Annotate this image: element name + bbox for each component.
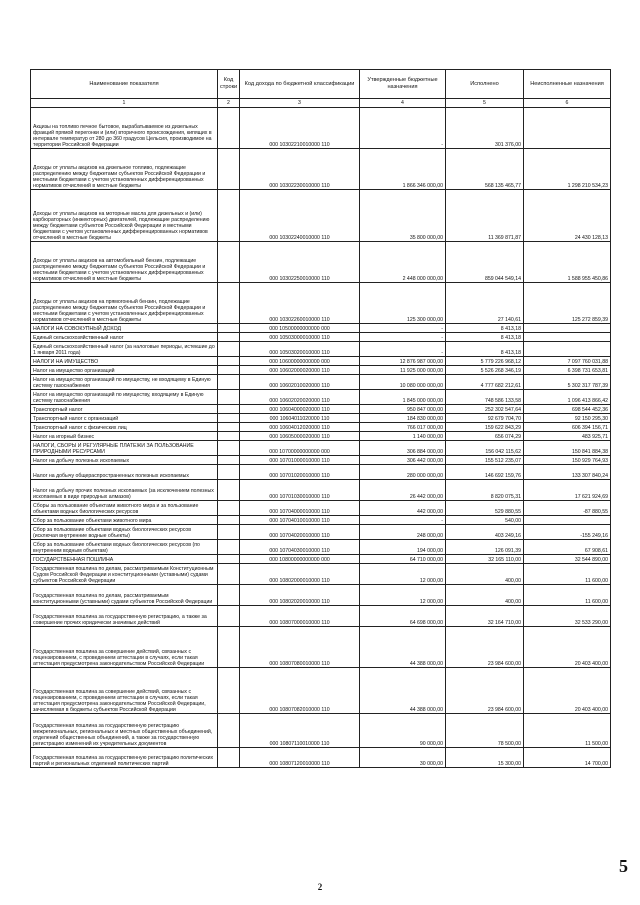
row-line-code (218, 405, 240, 414)
row-name: ГОСУДАРСТВЕННАЯ ПОШЛИНА (31, 555, 218, 564)
table-row (31, 414, 611, 423)
row-unexecuted: 11 600,00 (524, 564, 611, 585)
row-line-code (218, 564, 240, 585)
table-row (31, 627, 611, 668)
column-number-row (31, 99, 611, 108)
row-name: Государственная пошлина по делам, рассматриваемым конституционными (уставными) судами субъектов Российской Федерации (31, 585, 218, 606)
table-row (31, 441, 611, 456)
table-row (31, 540, 611, 555)
row-revenue-code: 000 10302230010000 110 (240, 149, 360, 190)
row-unexecuted (524, 333, 611, 342)
column-number: 3 (240, 99, 360, 108)
row-line-code (218, 465, 240, 480)
row-unexecuted: 6 398 731 653,81 (524, 366, 611, 375)
table-row (31, 190, 611, 242)
row-revenue-code: 000 10701000010000 110 (240, 456, 360, 465)
row-name: Налог на добычу общераспространенных полезных ископаемых (31, 465, 218, 480)
row-approved: 194 000,00 (360, 540, 446, 555)
table-row (31, 555, 611, 564)
row-name: Налог на игорный бизнес (31, 432, 218, 441)
row-approved: 306 442 000,00 (360, 456, 446, 465)
row-name: Транспортный налог с организаций (31, 414, 218, 423)
row-approved: - (360, 108, 446, 149)
header-revenue-code: Код дохода по бюджетной классификации (240, 70, 360, 99)
budget-execution-sheet (30, 69, 610, 768)
row-unexecuted: 11 600,00 (524, 585, 611, 606)
row-unexecuted: 14 700,00 (524, 748, 611, 768)
column-number: 4 (360, 99, 446, 108)
row-line-code (218, 366, 240, 375)
row-name: Государственная пошлина за совершение действий, связанных с лицензированием, с проведением аттестации в случаях, если такая аттестация предусмотрена законодательством Российской Федерации (31, 627, 218, 668)
row-revenue-code: 000 10807110010000 110 (240, 714, 360, 748)
row-line-code (218, 149, 240, 190)
row-revenue-code: 000 10704020010000 110 (240, 525, 360, 540)
revenue-table (30, 69, 611, 768)
row-unexecuted (524, 342, 611, 357)
row-line-code (218, 480, 240, 501)
row-executed: 568 135 465,77 (446, 149, 524, 190)
row-revenue-code: 000 10503000010000 110 (240, 333, 360, 342)
row-unexecuted: 11 500,00 (524, 714, 611, 748)
row-executed: 859 044 549,14 (446, 242, 524, 283)
row-executed: 5 526 268 346,19 (446, 366, 524, 375)
table-row (31, 242, 611, 283)
row-revenue-code: 000 10800000000000 000 (240, 555, 360, 564)
row-name: Государственная пошлина за государственную регистрацию политических партий и региональных отделений политических партий (31, 748, 218, 768)
row-name: Сбор за пользование объектами водных биологических ресурсов (исключая внутренние водные объекты) (31, 525, 218, 540)
row-name: Доходы от уплаты акцизов на прямогонный бензин, подлежащие распределению между бюджетами субъектов Российской Федерации и местными бюджетами с учетом установленных дифференцированных нормативов отчислений в местные бюджеты (31, 283, 218, 324)
row-line-code (218, 441, 240, 456)
row-unexecuted: 17 621 924,69 (524, 480, 611, 501)
header-executed: Исполнено (446, 70, 524, 99)
row-revenue-code: 000 10701020010000 110 (240, 465, 360, 480)
row-revenue-code: 000 10802020010000 110 (240, 585, 360, 606)
row-line-code (218, 748, 240, 768)
table-row (31, 465, 611, 480)
row-approved: - (360, 324, 446, 333)
row-line-code (218, 668, 240, 714)
row-revenue-code: 000 10700000000000 000 (240, 441, 360, 456)
row-approved: 950 847 000,00 (360, 405, 446, 414)
row-unexecuted: 32 544 890,00 (524, 555, 611, 564)
table-row (31, 375, 611, 390)
row-approved: - (360, 516, 446, 525)
row-unexecuted: 1 298 210 534,23 (524, 149, 611, 190)
row-unexecuted: 150 841 884,38 (524, 441, 611, 456)
row-revenue-code: 000 10704030010000 110 (240, 540, 360, 555)
row-approved: 2 448 000 000,00 (360, 242, 446, 283)
table-row (31, 390, 611, 405)
row-approved: 90 000,00 (360, 714, 446, 748)
row-executed: 301 376,00 (446, 108, 524, 149)
row-revenue-code: 000 10604012020000 110 (240, 423, 360, 432)
row-line-code (218, 540, 240, 555)
row-approved: 30 000,00 (360, 748, 446, 768)
row-executed: 32 165 110,00 (446, 555, 524, 564)
row-unexecuted (524, 324, 611, 333)
row-line-code (218, 585, 240, 606)
row-executed: 400,00 (446, 585, 524, 606)
table-row (31, 456, 611, 465)
row-name: Доходы от уплаты акцизов на дизельное топливо, подлежащие распределению между бюджетами субъектов Российской Федерации и местными бюджетами с учетом установленных дифференцированных нормативов отчислений в местные бюджеты (31, 149, 218, 190)
row-line-code (218, 414, 240, 423)
row-name: Доходы от уплаты акцизов на автомобильный бензин, подлежащие распределению между бюджетами субъектов Российской Федерации и местными бюджетами с учетом установленных дифференцированных нормативов отчислений в местные бюджеты (31, 242, 218, 283)
row-unexecuted: 5 302 317 787,39 (524, 375, 611, 390)
row-revenue-code: 000 10807082010000 110 (240, 668, 360, 714)
table-row (31, 333, 611, 342)
header-unexecuted: Неисполненные назначения (524, 70, 611, 99)
row-approved: 64 710 000,00 (360, 555, 446, 564)
row-unexecuted: 24 430 128,13 (524, 190, 611, 242)
row-name: Доходы от уплаты акцизов на моторные масла для дизельных и (или) карбюраторных (инжекторных) двигателей, подлежащие распределению между бюджетами субъектов Российской Федерации и местными бюджетами с учетом установленных дифференцированных нормативов отчислений в местные бюджеты (31, 190, 218, 242)
row-line-code (218, 342, 240, 357)
row-approved: 35 800 000,00 (360, 190, 446, 242)
table-row (31, 748, 611, 768)
table-row (31, 585, 611, 606)
column-number: 6 (524, 99, 611, 108)
table-row (31, 516, 611, 525)
row-executed: 540,00 (446, 516, 524, 525)
row-executed: 92 679 704,70 (446, 414, 524, 423)
row-revenue-code: 000 10600000000000 000 (240, 357, 360, 366)
row-revenue-code: 000 10302240010000 110 (240, 190, 360, 242)
row-executed: 252 302 547,64 (446, 405, 524, 414)
row-line-code (218, 108, 240, 149)
row-name: Государственная пошлина по делам, рассматриваемым Конституционным Судом Российской Федерации и конституционными (уставными) судами субъектов Российской Федерации (31, 564, 218, 585)
row-approved: - (360, 342, 446, 357)
row-unexecuted (524, 108, 611, 149)
table-row (31, 606, 611, 627)
column-number: 2 (218, 99, 240, 108)
row-approved: 26 442 000,00 (360, 480, 446, 501)
row-name: Единый сельскохозяйственный налог (31, 333, 218, 342)
row-line-code (218, 324, 240, 333)
row-unexecuted: 20 403 400,00 (524, 627, 611, 668)
row-name: Государственная пошлина за государственную регистрацию межрегиональных, региональных и местных общественных объединений, отделений общественных объединений, а также за государственную регистрацию изменений их учредительных документов (31, 714, 218, 748)
row-approved: 306 884 000,00 (360, 441, 446, 456)
row-name: НАЛОГИ НА СОВОКУПНЫЙ ДОХОД (31, 324, 218, 333)
row-unexecuted: 606 394 156,71 (524, 423, 611, 432)
row-unexecuted: 7 097 760 031,88 (524, 357, 611, 366)
table-row (31, 366, 611, 375)
header-name: Наименование показателя (31, 70, 218, 99)
row-approved: 280 000 000,00 (360, 465, 446, 480)
row-unexecuted: 32 533 290,00 (524, 606, 611, 627)
row-approved: 248 000,00 (360, 525, 446, 540)
row-approved: 64 698 000,00 (360, 606, 446, 627)
row-name: Налог на добычу прочих полезных ископаемых (за исключением полезных ископаемых в виде природных алмазов) (31, 480, 218, 501)
row-unexecuted: 698 544 452,36 (524, 405, 611, 414)
row-approved: 10 080 000 000,00 (360, 375, 446, 390)
table-row (31, 342, 611, 357)
table-row (31, 480, 611, 501)
row-executed: 23 984 600,00 (446, 668, 524, 714)
row-executed: 656 074,29 (446, 432, 524, 441)
row-revenue-code: 000 10602010020000 110 (240, 375, 360, 390)
row-approved: 184 830 000,00 (360, 414, 446, 423)
table-row (31, 564, 611, 585)
header-approved: Утвержденные бюджетные назначения (360, 70, 446, 99)
row-approved: 442 000,00 (360, 501, 446, 516)
row-line-code (218, 390, 240, 405)
row-line-code (218, 525, 240, 540)
row-unexecuted: 92 150 295,30 (524, 414, 611, 423)
table-row (31, 324, 611, 333)
row-name: НАЛОГИ, СБОРЫ И РЕГУЛЯРНЫЕ ПЛАТЕЖИ ЗА ПОЛЬЗОВАНИЕ ПРИРОДНЫМИ РЕСУРСАМИ (31, 441, 218, 456)
row-revenue-code: 000 10605000020000 110 (240, 432, 360, 441)
row-executed: 4 777 682 212,61 (446, 375, 524, 390)
row-line-code (218, 606, 240, 627)
row-revenue-code: 000 10704000010000 110 (240, 501, 360, 516)
row-line-code (218, 190, 240, 242)
row-name: Налог на имущество организаций (31, 366, 218, 375)
row-unexecuted: 1 096 413 866,42 (524, 390, 611, 405)
row-revenue-code: 000 10807120010000 110 (240, 748, 360, 768)
row-name: Акцизы на топливо печное бытовое, вырабатываемое из дизельных фракций прямой перегонки и (или) вторичного происхождения, кипящих в интервале температур от 280 до 360 градусов Цельсия, производимое на территории Российской Федерации (31, 108, 218, 149)
row-name: Государственная пошлина за государственную регистрацию, а также за совершение прочих юридически значимых действий (31, 606, 218, 627)
table-row (31, 405, 611, 414)
row-approved: 44 388 000,00 (360, 668, 446, 714)
row-approved: 12 000,00 (360, 564, 446, 585)
row-executed: 8 413,18 (446, 333, 524, 342)
table-row (31, 714, 611, 748)
row-line-code (218, 375, 240, 390)
row-name: Налог на добычу полезных ископаемых (31, 456, 218, 465)
row-executed: 15 300,00 (446, 748, 524, 768)
row-approved: 44 388 000,00 (360, 627, 446, 668)
row-executed: 159 622 843,29 (446, 423, 524, 432)
row-unexecuted: 133 307 840,24 (524, 465, 611, 480)
row-unexecuted: -87 880,55 (524, 501, 611, 516)
row-revenue-code: 000 10503020010000 110 (240, 342, 360, 357)
row-line-code (218, 357, 240, 366)
row-revenue-code: 000 10302260010000 110 (240, 283, 360, 324)
row-name: Транспортный налог (31, 405, 218, 414)
row-unexecuted (524, 516, 611, 525)
row-line-code (218, 456, 240, 465)
row-approved: 125 300 000,00 (360, 283, 446, 324)
row-name: НАЛОГИ НА ИМУЩЕСТВО (31, 357, 218, 366)
row-line-code (218, 333, 240, 342)
table-row (31, 108, 611, 149)
table-row (31, 525, 611, 540)
row-unexecuted: 125 272 859,39 (524, 283, 611, 324)
row-executed: 23 984 600,00 (446, 627, 524, 668)
row-unexecuted: 67 908,61 (524, 540, 611, 555)
row-approved: 12 876 987 000,00 (360, 357, 446, 366)
row-executed: 156 042 115,62 (446, 441, 524, 456)
table-row (31, 357, 611, 366)
row-revenue-code: 000 10302250010000 110 (240, 242, 360, 283)
row-line-code (218, 714, 240, 748)
row-executed: 400,00 (446, 564, 524, 585)
row-approved: - (360, 333, 446, 342)
row-line-code (218, 242, 240, 283)
row-name: Сбор за пользование объектами животного мира (31, 516, 218, 525)
row-executed: 8 413,18 (446, 324, 524, 333)
row-executed: 146 692 159,76 (446, 465, 524, 480)
table-row (31, 283, 611, 324)
row-revenue-code: 000 10704010010000 110 (240, 516, 360, 525)
page-number: 2 (317, 882, 323, 892)
row-line-code (218, 423, 240, 432)
table-row (31, 423, 611, 432)
row-name: Государственная пошлина за совершение действий, связанных с лицензированием, с проведением аттестации в случаях, если такая аттестация предусмотрена законодательством Российской Федерации, зачисляемая в бюджеты субъектов Российской Федерации (31, 668, 218, 714)
row-revenue-code: 000 10802000010000 110 (240, 564, 360, 585)
table-row (31, 432, 611, 441)
row-executed: 27 140,61 (446, 283, 524, 324)
row-revenue-code: 000 10807080010000 110 (240, 627, 360, 668)
row-executed: 8 413,18 (446, 342, 524, 357)
row-approved: 766 017 000,00 (360, 423, 446, 432)
row-executed: 5 779 226 968,12 (446, 357, 524, 366)
column-number: 1 (31, 99, 218, 108)
row-executed: 529 880,55 (446, 501, 524, 516)
row-revenue-code: 000 10604011020000 110 (240, 414, 360, 423)
table-row (31, 501, 611, 516)
row-name: Сборы за пользование объектами животного мира и за пользование объектами водных биологических ресурсов (31, 501, 218, 516)
row-unexecuted: -155 249,16 (524, 525, 611, 540)
row-unexecuted: 1 588 955 450,86 (524, 242, 611, 283)
row-revenue-code: 000 10807000010000 110 (240, 606, 360, 627)
row-revenue-code: 000 10602020020000 110 (240, 390, 360, 405)
row-executed: 155 512 235,07 (446, 456, 524, 465)
row-executed: 748 586 133,58 (446, 390, 524, 405)
row-line-code (218, 555, 240, 564)
table-header-row (31, 70, 611, 99)
row-unexecuted: 150 929 764,93 (524, 456, 611, 465)
row-approved: 12 000,00 (360, 585, 446, 606)
table-row (31, 668, 611, 714)
row-revenue-code: 000 10701030010000 110 (240, 480, 360, 501)
row-line-code (218, 516, 240, 525)
header-line-code: Код строки (218, 70, 240, 99)
page-mark: 5 (619, 856, 628, 876)
row-name: Сбор за пользование объектами водных биологических ресурсов (по внутренним водным объектам) (31, 540, 218, 555)
column-number: 5 (446, 99, 524, 108)
row-unexecuted: 20 403 400,00 (524, 668, 611, 714)
row-revenue-code: 000 10500000000000 000 (240, 324, 360, 333)
row-approved: 1 140 000,00 (360, 432, 446, 441)
row-name: Налог на имущество организаций по имуществу, не входящему в Единую систему газоснабжения (31, 375, 218, 390)
row-name: Налог на имущество организаций по имуществу, входящему в Единую систему газоснабжения (31, 390, 218, 405)
row-line-code (218, 432, 240, 441)
row-line-code (218, 283, 240, 324)
row-executed: 78 500,00 (446, 714, 524, 748)
row-executed: 126 091,39 (446, 540, 524, 555)
row-revenue-code: 000 10604000020000 110 (240, 405, 360, 414)
row-approved: 1 845 000 000,00 (360, 390, 446, 405)
row-approved: 11 925 000 000,00 (360, 366, 446, 375)
row-revenue-code: 000 10602000020000 110 (240, 366, 360, 375)
row-executed: 11 369 871,87 (446, 190, 524, 242)
row-name: Транспортный налог с физических лиц (31, 423, 218, 432)
row-line-code (218, 501, 240, 516)
row-executed: 32 164 710,00 (446, 606, 524, 627)
row-unexecuted: 483 925,71 (524, 432, 611, 441)
row-executed: 8 820 075,31 (446, 480, 524, 501)
row-approved: 1 866 346 000,00 (360, 149, 446, 190)
row-executed: 403 249,16 (446, 525, 524, 540)
row-line-code (218, 627, 240, 668)
row-name: Единый сельскохозяйственный налог (за налоговые периоды, истекшие до 1 января 2011 года) (31, 342, 218, 357)
table-row (31, 149, 611, 190)
row-revenue-code: 000 10302210010000 110 (240, 108, 360, 149)
